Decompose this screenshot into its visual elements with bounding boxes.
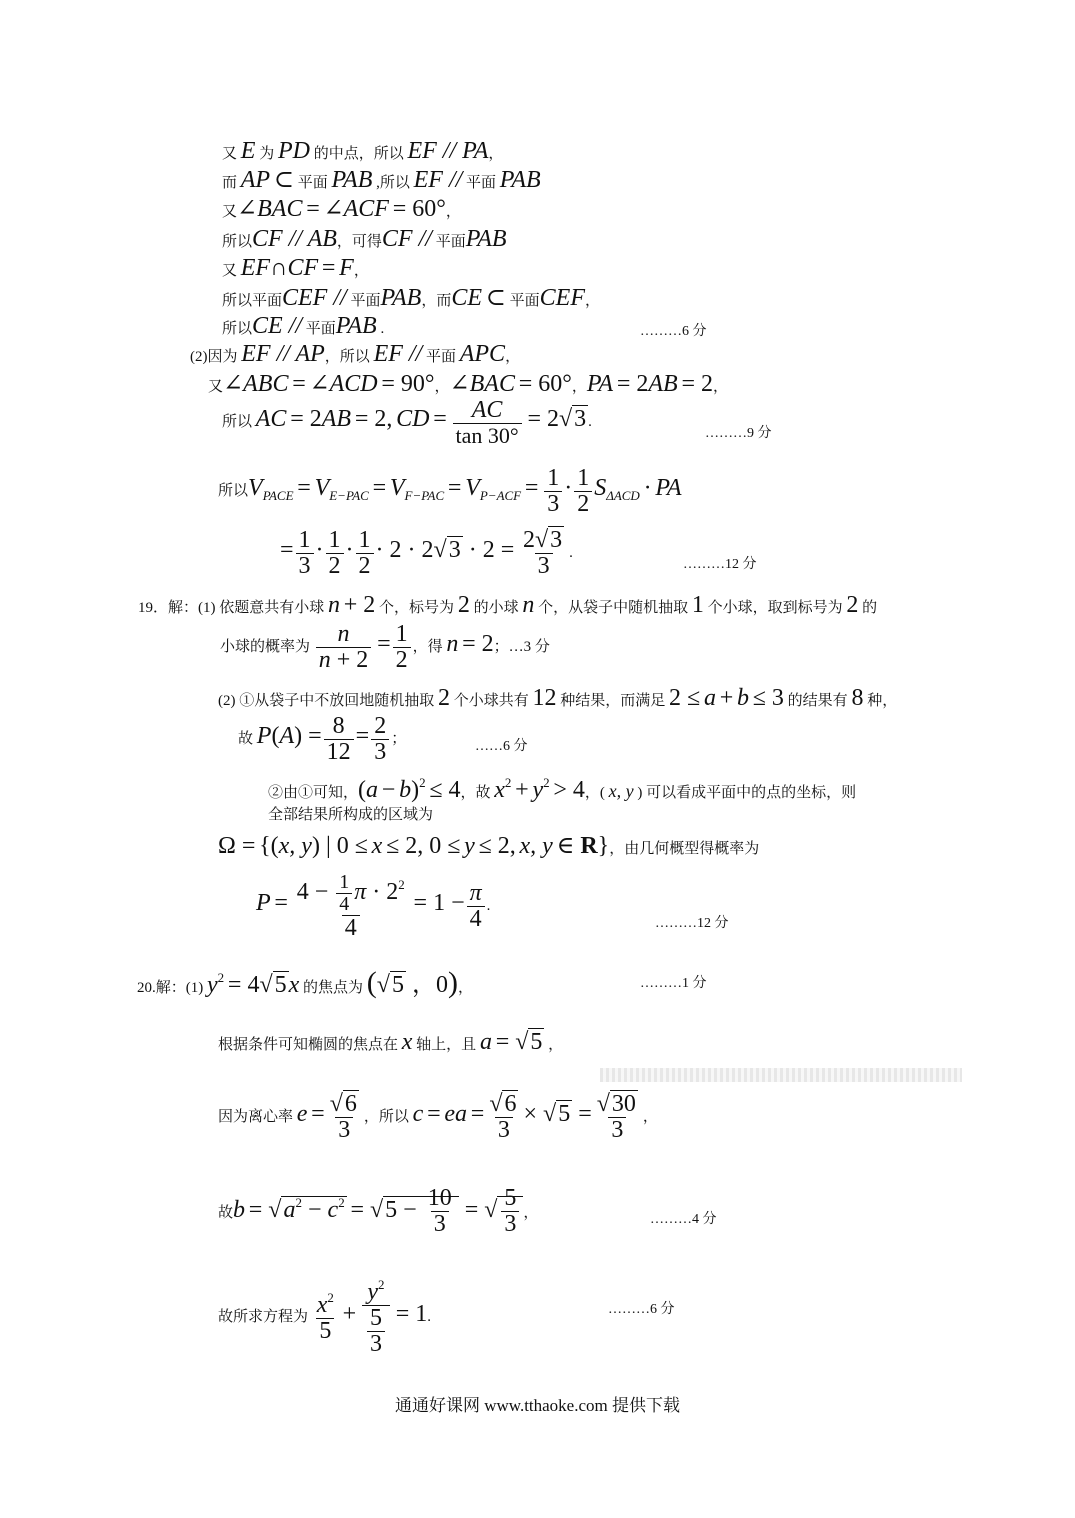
line-12: = $\frac{1}{3}$ · $\frac{1}{2}$ · $\frac{1}{2}$ · 2 · 2√3 · 2 = $\frac{2√3}{3}$ . (280, 527, 573, 580)
line-14: 小球的概率为 $\frac{n}{n + 2}$ = $\frac{1}{2}$ ，得 n = 2；…3 分 (220, 621, 550, 674)
line-5: 又 EF∩CF = F， (222, 255, 369, 281)
footer-download: 通通好课网 www.tthaoke.com 提供下载 (394, 1396, 681, 1415)
score-6-c: ………6 分 (608, 1302, 675, 1317)
line-17: ②由①可知，(a − b)2 ≤ 4，故 x2 + y2 > 4，( x, y ) 可以看成平面中的点的坐标，则 (268, 775, 857, 803)
line-8: (2)因为 EF // AP，所以 EF // 平面 APC， (190, 341, 521, 367)
line-24: 故$b = √a^2 - c^2 = √5$ − $\frac{10}{3}$ = √ $\frac{5}{3}$ ， (218, 1185, 539, 1238)
line-20: P = 4 − $\frac{1}{4}$ $\pi \cdot 2^2$ 4 = 1 − $\frac{\pi}{4}$ . (256, 871, 491, 941)
line-2: 而 AP ⊂ 平面 PAB ,所以 EF // 平面 PAB (222, 167, 541, 193)
line-19: Ω = {(x, y) | 0 ≤ x ≤ 2, 0 ≤ y ≤ 2, x, y ∈ R}，由几何概型得概率为 (218, 833, 760, 859)
line-21: 20.解：(1) y2 = 4√5x 的焦点为 (√5 ，0)， (137, 966, 473, 999)
score-6-b: ……6 分 (475, 739, 528, 754)
line-18: 全部结果所构成的区域为 (268, 807, 434, 823)
line-15: (2) ①从袋子中不放回地随机抽取 2 个小球共有 12 种结果，而满足 2 ≤ a + b ≤ 3 的结果有 8 种， (218, 685, 898, 711)
line-25: 故所求方程为 $\frac{x^2}{5}$ + $\frac{y^2}{\frac{5}{3}}$ = 1. (218, 1277, 432, 1358)
score-6-a: ………6 分 (640, 324, 707, 339)
scan-noise (600, 1068, 962, 1082)
line-4: 所以CF // AB，可得CF // 平面PAB (222, 226, 507, 252)
score-12-a: ………12 分 (683, 557, 757, 572)
line-10: 所以 AC = 2AB = 2, CD = $\frac{AC}{\tan 30^\circ}$ = 2√3 . (222, 397, 592, 449)
line-16: 故 P(A) = $\frac{8}{12}$ = $\frac{2}{3}$ ； (238, 713, 407, 766)
score-12-b: ………12 分 (655, 916, 729, 931)
line-1: 又 E 为 PD 的中点，所以 EF // PA， (222, 138, 504, 164)
line-23: 因为离心率 e = $\frac{√6}{3}$ ，所以 c = ea = $\frac{√6}{3}$ × √5 = $\frac{√30}{3}$ ， (218, 1091, 658, 1144)
line-22: 根据条件可知椭圆的焦点在 x 轴上，且 a = √5 ， (218, 1029, 564, 1055)
line-7: 所以CE // 平面PAB . (222, 313, 385, 339)
score-1: ………1 分 (640, 976, 707, 991)
line-6: 所以平面CEF // 平面PAB，而CE ⊂ 平面CEF， (222, 285, 600, 311)
line-13: 19．解：(1) 依题意共有小球 n + 2 个，标号为 2 的小球 n 个，从袋子中随机抽取 1 个小球，取到标号为 2 的 (138, 592, 878, 618)
line-3: 又∠BAC = ∠ACF = 60°， (222, 196, 461, 222)
score-9: ………9 分 (705, 426, 772, 441)
line-11: 所以VPACE = VE−PAC = VF−PAC = VP−ACF = $\frac{1}{3}$ · $\frac{1}{2}$ SΔACD · PA (218, 465, 682, 518)
score-4: ………4 分 (650, 1212, 717, 1227)
line-9: 又∠ABC = ∠ACD = 90°，∠BAC = 60°，PA = 2AB = 2， (208, 371, 729, 397)
